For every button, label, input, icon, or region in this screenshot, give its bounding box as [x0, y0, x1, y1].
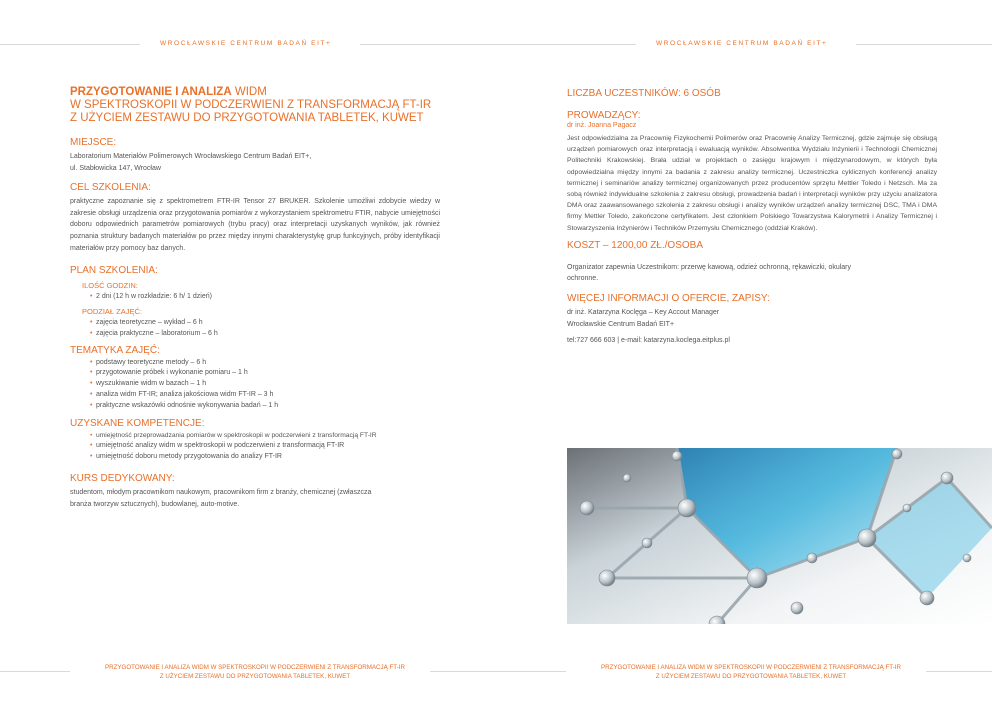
koszt-heading: KOSZT – 1200,00 ZŁ./OSOBA — [567, 239, 703, 251]
right-column — [567, 88, 937, 347]
page-header: WROCŁAWSKIE CENTRUM BADAŃ EIT+ — [160, 40, 332, 47]
title-line2: W SPEKTROSKOPII W PODCZERWIENI Z TRANSFORMACJĄ FT-IR — [70, 99, 432, 111]
footer-line1: PRZYGOTOWANIE I ANALIZA WIDM W SPEKTROSKOPII W PODCZERWIENI Z TRANSFORMACJĄ FT-IR — [601, 664, 901, 671]
kontakt-phone-email: tel:727 666 603 | e-mail: katarzyna.koclega.eitplus.pl — [567, 337, 730, 345]
footer-line2: Z UŻYCIEM ZESTAWU DO PRZYGOTOWANIA TABLETEK, KUWET — [159, 673, 351, 680]
split-list — [70, 318, 440, 340]
list-item: • wyszukiwanie widm w bazach – 1 h — [90, 379, 440, 390]
prowadzacy-text: Jest odpowiedzialna za Pracownię Fizykochemii Polimerów oraz Pracownię Analizy Termicznej, gdzie zajmuje się obsługą urządzeń pomiarowych oraz interpretacją i ewaluacją wyników. Absolwentka Wydziału Inżynierii i Technologii Chemicznej Politechniki Krakowskiej. Brała udział w projektach o zasięgu krajowym i międzynarodowym, w których była odpowiedzialna między innymi za badania z zakresu analizy termicznej. Uczestniczka cyklicznych konferencji analizy termicznej i seminariów analizy termicznej organizowanych przez producentów sprzętu Mettler Toledo i Netzsch. Ma za sobą również indywidualne szkolenia z zakresu obsługi, prowadzenia badań i interpretacji wyników przy użyciu analizatora DMA oraz zaawansowanego szkolenia z zakresu obsługi i analizy wyników urządzeń analizy termicznej DSC, TMA i DMA firmy Mettler Toledo, zakończone certyfikatem. Jest członkiem Polskiego Towarzystwa Kalorymetrii i Analizy Termicznej i Stowarzyszenia Inżynierów i Techników Przemysłu Chemicznego (oddział Kraków). — [567, 135, 937, 232]
document-title — [70, 86, 440, 125]
kontakt-text — [567, 307, 937, 330]
koszt-line1: Organizator zapewnia Uczestnikom: przerwę kawową, odzież ochronną, rękawiczki, okulary — [567, 263, 852, 271]
list-item: • przygotowanie próbek i wykonanie pomiaru – 1 h — [90, 368, 440, 379]
title-rest: WIDM — [231, 86, 267, 98]
header-rule-right — [856, 44, 992, 45]
footer-rule-right — [430, 671, 496, 672]
list-item: • umiejętność doboru metody przygotowania do analizy FT-IR — [90, 452, 440, 463]
hours-heading: ILOŚĆ GODZIN: — [82, 281, 138, 291]
prowadzacy-heading: PROWADZĄCY: — [567, 110, 641, 121]
cel-text: praktyczne zapoznanie się z spektrometrem FTR-IR Tensor 27 BRUKER. Szkolenie umożliwi zdobycie wiedzy w zakresie obsługi urządzenia oraz przygotowania pomiarów z wykorzystaniem spektrometru FTIR, nabycie umiejętności doboru odpowiednich parametrów pomiarowych (trybu pracy) oraz interpretacji uzyskanych wyników, jak również poznania struktury badanych materiałów po przez między innymi charakterystykę grup funkcyjnych, próby identyfikacji materiałów przy pomocy baz danych. — [70, 198, 440, 252]
miejsce-line2: ul. Stabłowicka 147, Wrocław — [70, 164, 161, 172]
miejsce-heading: MIEJSCE: — [70, 137, 117, 148]
list-item: • zajęcia teoretyczne – wykład – 6 h — [90, 318, 440, 329]
page-footer — [576, 663, 926, 681]
left-column — [70, 86, 440, 510]
page-header: WROCŁAWSKIE CENTRUM BADAŃ EIT+ — [656, 40, 828, 47]
kontakt-heading: WIĘCEJ INFORMACJI O OFERCIE, ZAPISY: — [567, 293, 770, 305]
split-heading: PODZIAŁ ZAJĘĆ: — [82, 306, 143, 316]
kompetencje-heading: UZYSKANE KOMPETENCJE: — [70, 417, 205, 429]
list-item: • 2 dni (12 h w rozkładzie: 6 h/ 1 dzień) — [90, 292, 440, 303]
tematyka-list — [70, 358, 440, 412]
footer-rule-left — [496, 671, 566, 672]
list-item: • umiejętność przeprowadzania pomiarów w spektroskopii w podczerwieni z transformacją FT-IR — [90, 431, 440, 442]
page-footer — [80, 663, 430, 681]
kurs-heading: KURS DEDYKOWANY: — [70, 472, 175, 484]
list-item: • praktyczne wskazówki odnośnie wykonywania badań – 1 h — [90, 401, 440, 412]
footer-line1: PRZYGOTOWANIE I ANALIZA WIDM W SPEKTROSKOPII W PODCZERWIENI Z TRANSFORMACJĄ FT-IR — [105, 664, 405, 671]
header-rule-left — [496, 44, 636, 45]
kontakt-line2: Wrocławskie Centrum Badań EIT+ — [567, 320, 675, 328]
hours-list — [70, 292, 440, 303]
footer-rule-right — [926, 671, 992, 672]
molecular-structure-image — [567, 448, 992, 624]
title-line3: Z UŻYCIEM ZESTAWU DO PRZYGOTOWANIA TABLETEK, KUWET — [70, 112, 424, 124]
kurs-line1: studentom, młodym pracownikom naukowym, pracownikom firm z branży, chemicznej (zwłaszcza — [70, 488, 372, 496]
header-rule-left — [0, 44, 140, 45]
list-item: • zajęcia praktyczne – laboratorium – 6 h — [90, 329, 440, 340]
kompetencje-list — [70, 431, 440, 463]
footer-line2: Z UŻYCIEM ZESTAWU DO PRZYGOTOWANIA TABLETEK, KUWET — [655, 673, 847, 680]
uczestnicy-heading: LICZBA UCZESTNIKÓW: 6 OSÓB — [567, 88, 721, 99]
list-item: • podstawy teoretyczne metody – 6 h — [90, 358, 440, 369]
koszt-line2: ochronne. — [567, 275, 599, 283]
prowadzacy-name: dr inż. Joanna Pagacz — [567, 122, 637, 129]
tematyka-heading: TEMATYKA ZAJĘĆ: — [70, 344, 160, 356]
title-bold: PRZYGOTOWANIE I ANALIZA — [70, 86, 232, 98]
kontakt-line1: dr inż. Katarzyna Koclęga – Key Accout Manager — [567, 309, 720, 317]
header-rule-right — [360, 44, 496, 45]
miejsce-text — [70, 151, 440, 174]
footer-rule-left — [0, 671, 70, 672]
cel-heading: CEL SZKOLENIA: — [70, 182, 151, 194]
list-item: • analiza widm FT-IR; analiza jakościowa widm FT-IR – 3 h — [90, 390, 440, 401]
koszt-text — [567, 262, 937, 285]
kurs-text — [70, 487, 440, 510]
list-item: • umiejętność analizy widm w spektroskopii w podczerwieni z transformacją FT-IR — [90, 441, 440, 452]
kurs-line2: branża tworzyw sztucznych), budowlanej, auto-motive. — [70, 500, 240, 508]
plan-heading: PLAN SZKOLENIA: — [70, 265, 158, 277]
miejsce-line1: Laboratorium Materiałów Polimerowych Wrocławskiego Centrum Badań EIT+, — [70, 153, 312, 160]
